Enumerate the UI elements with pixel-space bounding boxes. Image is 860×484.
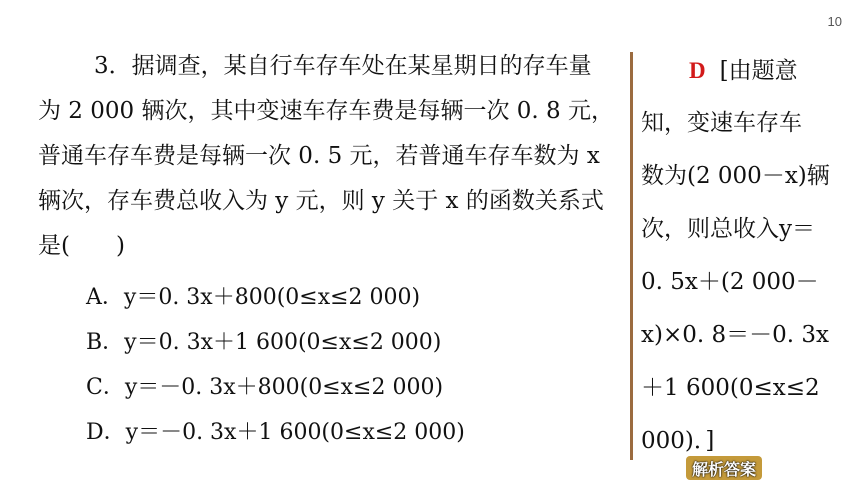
- solution-line: ＋1 600(0≤x≤2: [641, 375, 820, 401]
- page-number: 10: [827, 14, 842, 29]
- solution-line: x)×0. 8＝－0. 3x: [641, 322, 829, 348]
- question-block: [38, 44, 628, 455]
- solution-line: 000)．]: [641, 428, 715, 454]
- solution-first-line: [641, 44, 846, 97]
- question-line: 为 2 000 辆次，其中变速车存车费是每辆一次 0. 8 元，: [38, 98, 614, 124]
- option-b: B．y＝0. 3x＋1 600(0≤x≤2 000): [86, 330, 442, 355]
- options-list: [38, 275, 628, 455]
- solution-line: 数为(2 000－x)辆: [641, 163, 830, 189]
- solution-line: 次，则总收入y＝: [641, 216, 815, 242]
- option-a: A．y＝0. 3x＋800(0≤x≤2 000): [86, 285, 421, 310]
- solution-block: [641, 44, 846, 468]
- option-d: D．y＝－0. 3x＋1 600(0≤x≤2 000): [86, 420, 465, 445]
- option-c: C．y＝－0. 3x＋800(0≤x≤2 000): [86, 375, 444, 400]
- solution-line: 0. 5x＋(2 000－: [641, 269, 819, 295]
- question-line: 3．据调查，某自行车存车处在某星期日的存车量: [94, 53, 592, 79]
- solution-line: 知，变速车存车: [641, 110, 802, 136]
- question-line: 辆次，存车费总收入为 y 元，则 y 关于 x 的函数关系式: [38, 188, 604, 214]
- question-line: 是( ): [38, 233, 125, 259]
- solution-line: [由题意: [719, 58, 798, 84]
- analysis-answer-button[interactable]: 解析答案: [686, 456, 762, 480]
- question-line: 普通车存车费是每辆一次 0. 5 元，若普通车存车数为 x: [38, 143, 600, 169]
- answer-letter: D: [689, 58, 706, 83]
- column-divider: [630, 52, 633, 460]
